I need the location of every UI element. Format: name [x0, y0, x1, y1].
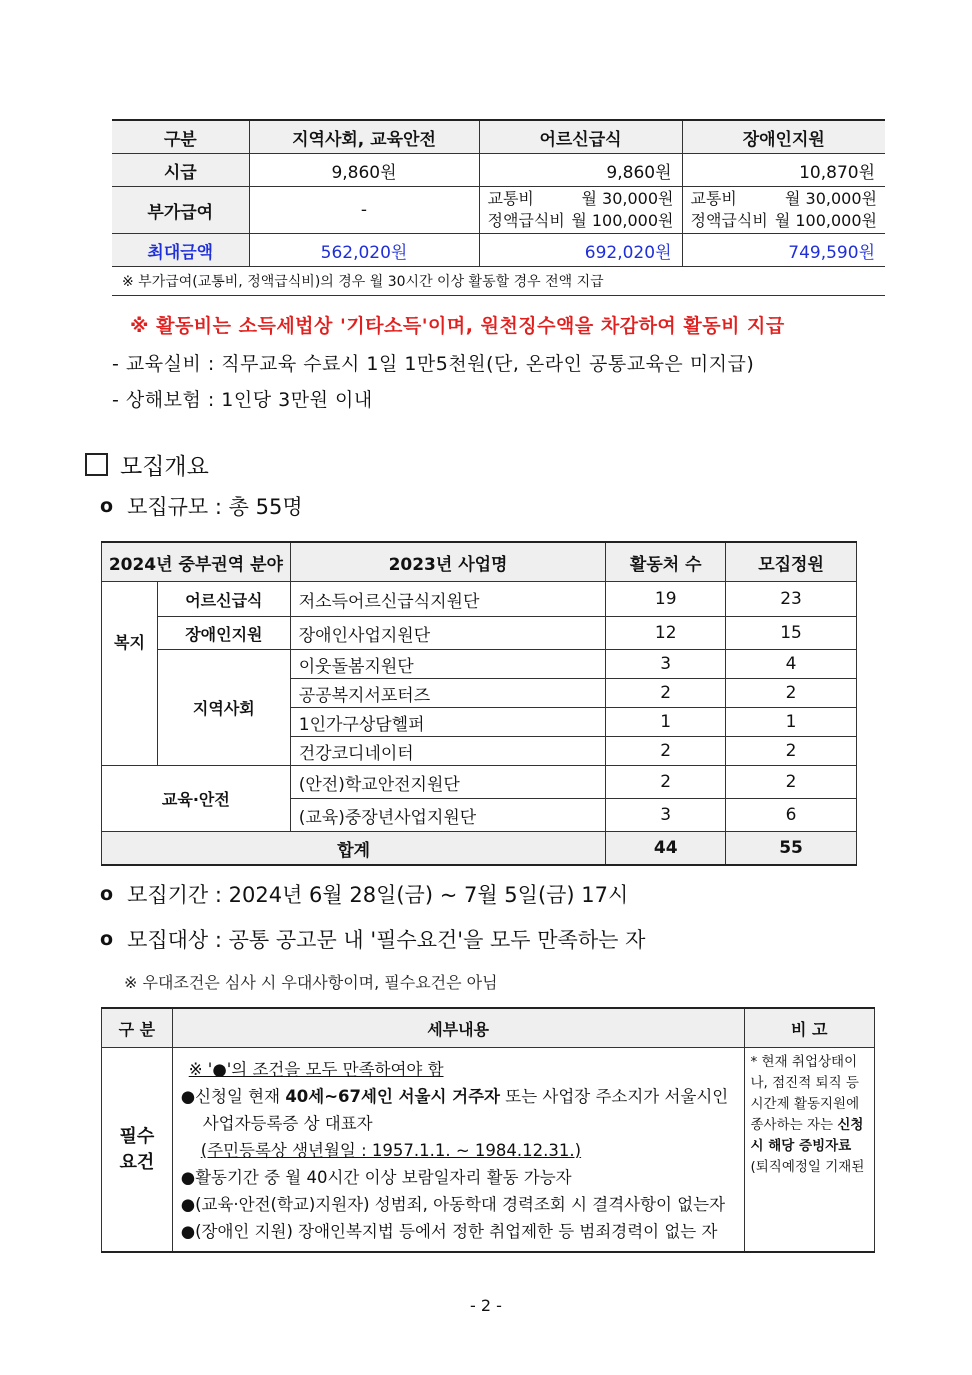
quota-count: 23	[726, 582, 857, 617]
req-header-remarks: 비 고	[744, 1008, 875, 1048]
req-line-5: ●활동기간 중 월 40시간 이상 보람일자리 활동 가능자	[180, 1168, 572, 1187]
project-name: (교육)중장년사업지원단	[290, 799, 606, 832]
quota-count: 2	[726, 766, 857, 799]
section-heading	[85, 448, 209, 481]
project-name: 장애인사업지원단	[290, 617, 606, 650]
project-name: (안전)학교안전지원단	[290, 766, 606, 799]
req-line-1: ※ '●'의 조건을 모두 만족하여야 함	[188, 1060, 444, 1079]
extra-elder-meal: 교통비 월 30,000원 정액급식비 월 100,000원	[479, 187, 682, 234]
quota-count: 6	[726, 799, 857, 832]
pay-header-category: 구분	[112, 120, 249, 154]
max-elder-meal: 692,020원	[479, 234, 682, 267]
max-community: 562,020원	[249, 234, 479, 267]
checkbox-square-icon	[85, 453, 108, 476]
page-number: - 2 -	[470, 1296, 502, 1315]
site-count: 1	[606, 708, 726, 737]
site-count: 3	[606, 799, 726, 832]
site-count: 19	[606, 582, 726, 617]
withholding-notice: ※ 활동비는 소득세법상 '기타소득'이며, 원천징수액을 차감하여 활동비 지급	[130, 315, 785, 337]
circle-bullet-icon: o	[100, 928, 114, 950]
quota-count: 2	[726, 737, 857, 766]
insurance-notice: - 상해보험 : 1인당 3만원 이내	[112, 389, 373, 411]
total-label: 합계	[102, 832, 606, 866]
site-count: 2	[606, 679, 726, 708]
quota-count: 15	[726, 617, 857, 650]
pay-header-elder-meal: 어르신급식	[479, 120, 682, 154]
hourly-label: 시급	[112, 154, 249, 187]
req-label: 필수 요건	[102, 1048, 173, 1253]
pay-note-row	[112, 267, 885, 296]
recruit-header-project: 2023년 사업명	[290, 542, 606, 582]
total-quota: 55	[726, 832, 857, 866]
quota-count: 2	[726, 679, 857, 708]
req-detail: ※ '●'의 조건을 모두 만족하여야 함 ●신청일 현재 40세~67세인 서울시 거주자 또는 사업장 주소지가 서울시인 사업자등록증 상 대표자 (주민등록상 생년월일 : 1957.1.1. ~ 1984.12.31.) ●활동기간 중 월 40시간 이상 보람일자리 활동 가능자 ●(교육·안전(학교)지원자) 성범죄, 아동학대 경력조회 시 결격사항이 없는자 ●(장애인 지원) 장애인복지법 등에서 정한 취업제한 등 범죄경력이 없는 자	[172, 1048, 744, 1253]
group-welfare: 복지	[102, 582, 158, 766]
group-disabled: 장애인지원	[157, 617, 290, 650]
recruit-period: 모집기간 : 2024년 6월 28일(금) ~ 7월 5일(금) 17시	[127, 883, 629, 907]
req-header-category: 구 분	[102, 1008, 173, 1048]
recruit-header-row	[102, 542, 857, 582]
pay-extra-row	[112, 187, 885, 234]
req-remarks: * 현재 취업상태이나, 점진적 퇴직 등 시간제 활동지원에 종사하는 자는 신청시 해당 증빙자료(퇴직예정일 기재된	[744, 1048, 875, 1253]
education-cost-notice: - 교육실비 : 직무교육 수료시 1일 1만5천원(단, 온라인 공통교육은 미지급)	[112, 353, 755, 375]
hourly-elder-meal: 9,860원	[479, 154, 682, 187]
table-row	[102, 650, 857, 679]
extra-community: -	[249, 187, 479, 234]
req-header-row	[102, 1008, 875, 1048]
recruit-header-field: 2024년 중부권역 분야	[102, 542, 291, 582]
table-row	[102, 617, 857, 650]
circle-bullet-icon: o	[100, 495, 114, 517]
circle-bullet-icon: o	[100, 883, 114, 905]
req-header-detail: 세부내용	[172, 1008, 744, 1048]
extra-disabled: 교통비 월 30,000원 정액급식비 월 100,000원	[682, 187, 885, 234]
max-disabled: 749,590원	[682, 234, 885, 267]
table-row	[102, 766, 857, 799]
section-title: 모집개요	[120, 454, 209, 480]
extra-label: 부가급여	[112, 187, 249, 234]
project-name: 저소득어르신급식지원단	[290, 582, 606, 617]
pay-table	[112, 119, 885, 296]
recruit-target: 모집대상 : 공통 공고문 내 '필수요건'을 모두 만족하는 자	[127, 928, 646, 952]
project-name: 공공복지서포터즈	[290, 679, 606, 708]
req-line-7: ●(장애인 지원) 장애인복지법 등에서 정한 취업제한 등 범죄경력이 없는 자	[180, 1222, 718, 1241]
project-name: 이웃돌봄지원단	[290, 650, 606, 679]
target-note: ※ 우대조건은 심사 시 우대사항이며, 필수요건은 아님	[124, 973, 498, 992]
site-count: 12	[606, 617, 726, 650]
recruit-scale-line	[100, 491, 303, 521]
pay-header-row	[112, 120, 885, 154]
total-row	[102, 832, 857, 866]
project-name: 건강코디네이터	[290, 737, 606, 766]
max-label: 최대금액	[112, 234, 249, 267]
req-line-3: 사업자등록증 상 대표자	[202, 1114, 373, 1133]
total-sites: 44	[606, 832, 726, 866]
site-count: 2	[606, 766, 726, 799]
recruit-target-line	[100, 924, 645, 954]
hourly-community: 9,860원	[249, 154, 479, 187]
site-count: 2	[606, 737, 726, 766]
site-count: 3	[606, 650, 726, 679]
requirement-table	[101, 1007, 875, 1253]
group-elder-meal: 어르신급식	[157, 582, 290, 617]
project-name: 1인가구상담헬퍼	[290, 708, 606, 737]
pay-max-row	[112, 234, 885, 267]
req-line-6: ●(교육·안전(학교)지원자) 성범죄, 아동학대 경력조회 시 결격사항이 없는자	[180, 1195, 726, 1214]
recruit-scale: 모집규모 : 총 55명	[127, 495, 303, 519]
pay-note: ※ 부가급여(교통비, 정액급식비)의 경우 월 30시간 이상 활동할 경우 전액 지급	[112, 267, 885, 296]
quota-count: 1	[726, 708, 857, 737]
req-line-4: (주민등록상 생년월일 : 1957.1.1. ~ 1984.12.31.)	[200, 1141, 582, 1160]
quota-count: 4	[726, 650, 857, 679]
recruit-period-line	[100, 879, 628, 909]
hourly-disabled: 10,870원	[682, 154, 885, 187]
recruit-header-sites: 활동처 수	[606, 542, 726, 582]
recruit-header-quota: 모집정원	[726, 542, 857, 582]
group-edu-safety: 교육·안전	[102, 766, 291, 832]
recruit-table	[101, 541, 857, 866]
pay-header-community: 지역사회, 교육안전	[249, 120, 479, 154]
pay-hourly-row	[112, 154, 885, 187]
pay-header-disabled: 장애인지원	[682, 120, 885, 154]
group-community: 지역사회	[157, 650, 290, 766]
table-row	[102, 582, 857, 617]
req-body-row	[102, 1048, 875, 1253]
